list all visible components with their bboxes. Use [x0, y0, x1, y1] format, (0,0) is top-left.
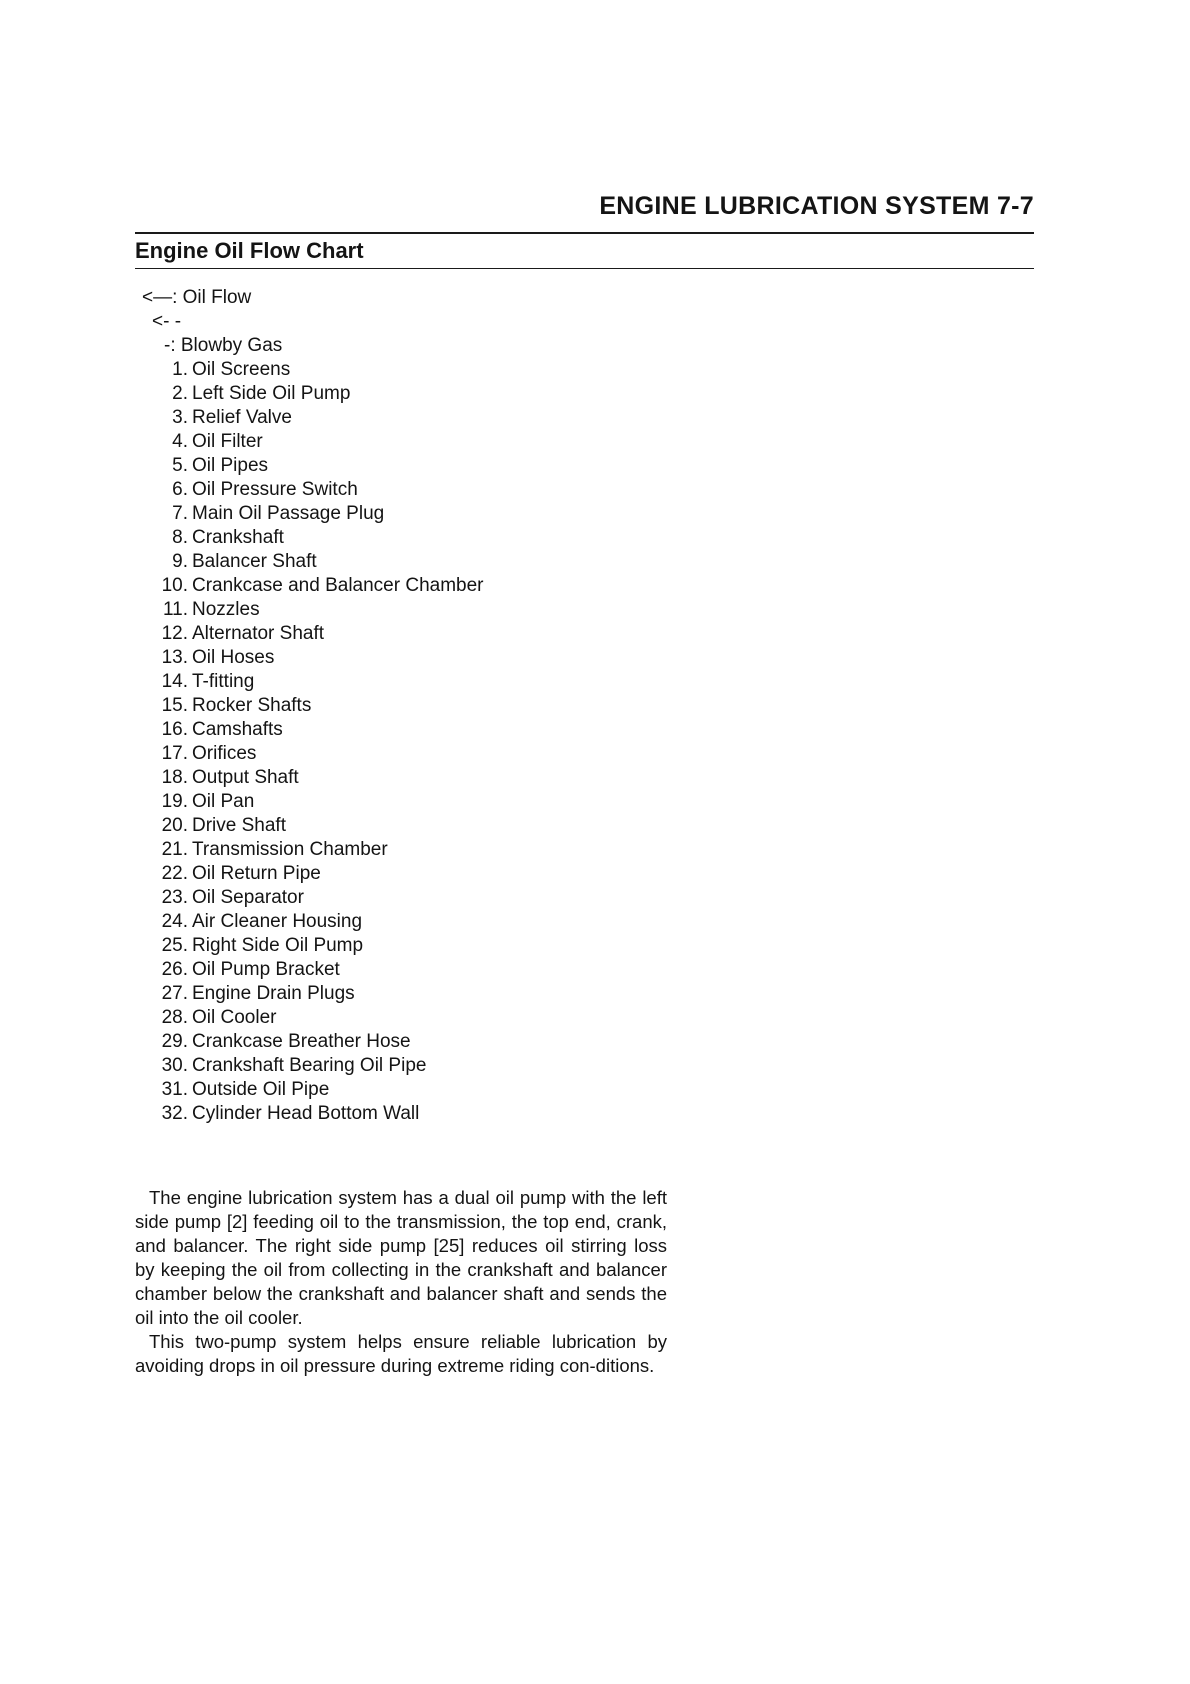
part-label: Cylinder Head Bottom Wall	[192, 1103, 420, 1124]
parts-list-item	[142, 718, 484, 742]
parts-list-item	[142, 1078, 484, 1102]
part-label: Oil Pipes	[192, 455, 269, 476]
part-label: Oil Screens	[192, 359, 291, 380]
part-label: Transmission Chamber	[192, 839, 388, 860]
parts-list-item	[142, 670, 484, 694]
part-number: 1.	[172, 359, 188, 380]
part-number: 16.	[161, 719, 188, 740]
parts-list	[142, 358, 484, 1126]
parts-list-item	[142, 454, 484, 478]
part-number: 29.	[161, 1031, 188, 1052]
section-title: Engine Oil Flow Chart	[135, 238, 364, 263]
part-label: Output Shaft	[192, 767, 299, 788]
parts-list-item	[142, 1054, 484, 1078]
part-label: Orifices	[192, 743, 257, 764]
part-label: Oil Separator	[192, 887, 304, 908]
parts-list-item	[142, 838, 484, 862]
description-paragraph-2: This two-pump system helps ensure reliable lubrication by avoiding drops in oil pressure during extreme riding con-ditions.	[135, 1331, 667, 1376]
part-number: 11.	[162, 599, 188, 620]
part-number: 14.	[161, 671, 188, 692]
legend-blowby-arrow: <- -	[152, 311, 182, 332]
parts-list-item	[142, 1102, 484, 1126]
part-number: 21.	[161, 839, 188, 860]
parts-list-item	[142, 622, 484, 646]
parts-list-item	[142, 886, 484, 910]
part-label: Left Side Oil Pump	[192, 383, 351, 404]
parts-list-item	[142, 478, 484, 502]
parts-list-item	[142, 358, 484, 382]
part-label: Camshafts	[192, 719, 283, 740]
parts-list-item	[142, 382, 484, 406]
part-label: Crankshaft Bearing Oil Pipe	[192, 1055, 427, 1076]
part-number: 6.	[172, 479, 188, 500]
parts-list-item	[142, 958, 484, 982]
parts-list-item	[142, 982, 484, 1006]
part-label: Engine Drain Plugs	[192, 983, 355, 1004]
parts-list-item	[142, 598, 484, 622]
part-label: Alternator Shaft	[192, 623, 325, 644]
part-label: Crankshaft	[192, 527, 284, 548]
part-label: Main Oil Passage Plug	[192, 503, 385, 524]
part-label: Oil Pressure Switch	[192, 479, 358, 500]
running-header: ENGINE LUBRICATION SYSTEM 7-7	[599, 192, 1034, 220]
part-label: Rocker Shafts	[192, 695, 312, 716]
part-number: 24.	[161, 911, 188, 932]
parts-list-item	[142, 1030, 484, 1054]
part-label: Nozzles	[192, 599, 260, 620]
part-number: 2.	[172, 383, 188, 404]
part-number: 25.	[161, 935, 188, 956]
part-number: 18.	[161, 767, 188, 788]
part-number: 20.	[161, 815, 188, 836]
part-number: 8.	[172, 527, 188, 548]
flow-legend	[142, 286, 282, 358]
parts-list-item	[142, 550, 484, 574]
part-label: Oil Cooler	[192, 1007, 277, 1028]
part-number: 10.	[161, 575, 188, 596]
parts-list-item	[142, 574, 484, 598]
parts-list-item	[142, 814, 484, 838]
part-label: Drive Shaft	[192, 815, 286, 836]
parts-list-item	[142, 862, 484, 886]
parts-list-item	[142, 766, 484, 790]
parts-list-item	[142, 742, 484, 766]
parts-list-item	[142, 910, 484, 934]
part-label: Relief Valve	[192, 407, 292, 428]
part-number: 19.	[161, 791, 188, 812]
description-paragraph-1: The engine lubrication system has a dual oil pump with the left side pump [2] feeding oil to the transmission, the top end, crank, and balancer. The right side pump [25] reduces oil stirring loss by keeping the oil from collecting in the crankshaft and balancer chamber below the crankshaft and balancer shaft and sends the oil into the oil cooler.	[135, 1187, 667, 1328]
part-number: 9.	[172, 551, 188, 572]
part-number: 28.	[161, 1007, 188, 1028]
part-label: Oil Filter	[192, 431, 263, 452]
part-number: 7.	[172, 503, 188, 524]
parts-list-item	[142, 694, 484, 718]
part-number: 27.	[161, 983, 188, 1004]
part-label: Air Cleaner Housing	[192, 911, 363, 932]
part-number: 15.	[161, 695, 188, 716]
parts-list-item	[142, 934, 484, 958]
part-label: Oil Pump Bracket	[192, 959, 340, 980]
part-number: 4.	[172, 431, 188, 452]
part-number: 32.	[161, 1103, 188, 1124]
part-number: 5.	[172, 455, 188, 476]
part-number: 30.	[161, 1055, 188, 1076]
parts-list-item	[142, 1006, 484, 1030]
part-label: Outside Oil Pipe	[192, 1079, 330, 1100]
parts-list-item	[142, 526, 484, 550]
part-number: 22.	[161, 863, 188, 884]
part-label: Balancer Shaft	[192, 551, 317, 572]
part-number: 13.	[161, 647, 188, 668]
parts-list-item	[142, 646, 484, 670]
part-label: Right Side Oil Pump	[192, 935, 364, 956]
parts-list-item	[142, 790, 484, 814]
legend-oil-flow: <—: Oil Flow	[142, 287, 252, 308]
part-number: 31.	[161, 1079, 188, 1100]
part-label: T-fitting	[192, 671, 255, 692]
header-rule-top	[135, 232, 1034, 234]
part-label: Oil Return Pipe	[192, 863, 321, 884]
parts-list-item	[142, 502, 484, 526]
part-number: 23.	[161, 887, 188, 908]
parts-list-item	[142, 430, 484, 454]
part-number: 17.	[161, 743, 188, 764]
part-label: Oil Hoses	[192, 647, 275, 668]
legend-blowby-gas: -: Blowby Gas	[164, 335, 283, 356]
part-number: 26.	[161, 959, 188, 980]
part-label: Oil Pan	[192, 791, 255, 812]
parts-list-item	[142, 406, 484, 430]
part-number: 12.	[161, 623, 188, 644]
part-label: Crankcase and Balancer Chamber	[192, 575, 484, 596]
part-label: Crankcase Breather Hose	[192, 1031, 411, 1052]
description-text	[135, 1186, 667, 1378]
part-number: 3.	[172, 407, 188, 428]
header-rule-bottom	[135, 268, 1034, 269]
